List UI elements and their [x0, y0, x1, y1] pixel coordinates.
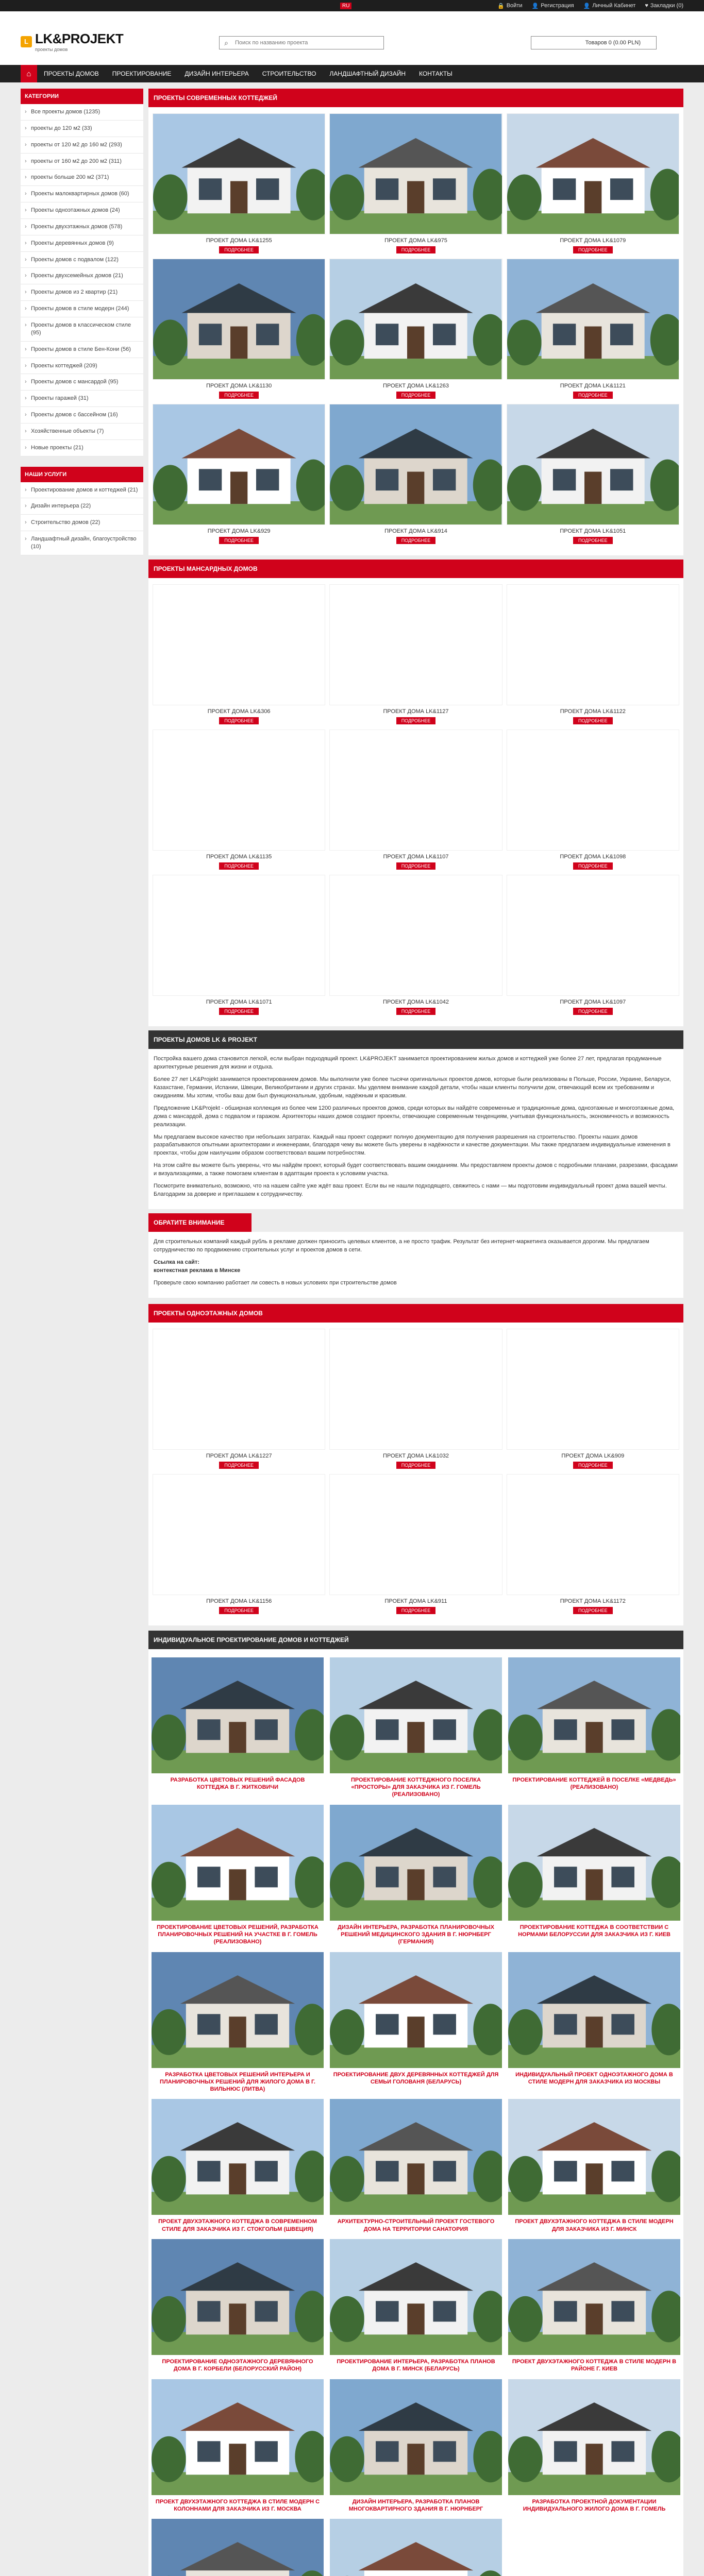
sidebar-category-item[interactable]: › Проекты двухэтажных домов (578) [21, 219, 143, 235]
project-image[interactable] [507, 730, 679, 851]
house-render-image [508, 1805, 680, 1921]
project-image[interactable] [329, 113, 502, 234]
link-label: Ссылка на сайт: [154, 1259, 199, 1265]
individual-project-card[interactable] [505, 1654, 683, 1802]
project-card[interactable] [150, 584, 327, 730]
cart-box[interactable] [531, 36, 657, 49]
details-button[interactable]: ПОДРОБНЕЕ [396, 1607, 436, 1614]
project-title[interactable]: ПРОЕКТ ДОМА LK&1263 [383, 383, 449, 389]
services-list [21, 482, 143, 555]
individual-project-card[interactable] [327, 2376, 505, 2516]
individual-project-caption[interactable]: ПРОЕКТ ДВУХЭТАЖНОГО КОТТЕДЖА В СТИЛЕ МОДЕРН В РАЙОНЕ Г. КИЕВ [512, 2359, 677, 2372]
details-button[interactable]: ПОДРОБНЕЕ [396, 1008, 436, 1015]
house-render-image [152, 2099, 324, 2215]
about-paragraph: На этом сайте вы можете быть уверены, что мы найдём проект, который будет соответствовать вашим ожиданиям. Мы предоставляем проекты домов с подробными планами, разрезами, фасадами и визуализациями, а также помогаем клиентам в адаптации проекта к условиям участка. [154, 1162, 678, 1177]
details-button[interactable]: ПОДРОБНЕЕ [573, 392, 613, 399]
project-card[interactable] [505, 730, 681, 875]
individual-project-caption[interactable]: ПРОЕКТИРОВАНИЕ ДВУХ ДЕРЕВЯННЫХ КОТТЕДЖЕЙ ДЛЯ СЕМЬИ ГОЛОВАНЯ (БЕЛАРУСЬ) [333, 2071, 499, 2085]
individual-project-image[interactable] [330, 1657, 502, 1773]
logo-text: LK&PROJEKT [35, 31, 124, 46]
individual-project-card[interactable] [148, 1949, 327, 2096]
sidebar-category-item[interactable]: › Проекты деревянных домов (9) [21, 235, 143, 252]
house-render-image [153, 259, 325, 380]
sidebar-category-item[interactable]: › Проекты домов в стиле Бен-Кони (56) [21, 342, 143, 358]
individual-project-card[interactable] [327, 1654, 505, 1802]
project-title[interactable]: ПРОЕКТ ДОМА LK&909 [561, 1452, 625, 1459]
house-render-image [330, 2379, 502, 2495]
home-icon[interactable]: ⌂ [21, 65, 37, 82]
individual-project-caption[interactable]: ПРОЕКТИРОВАНИЕ ОДНОЭТАЖНОГО ДЕРЕВЯННОГО ДОМА В Г. КОРБЕЛИ (БЕЛОРУССКИЙ РАЙОН) [162, 2359, 313, 2372]
individual-project-image[interactable] [152, 2099, 324, 2215]
details-button[interactable]: ПОДРОБНЕЕ [396, 717, 436, 724]
sidebar-category-item[interactable]: › Проекты одноэтажных домов (24) [21, 202, 143, 219]
project-image[interactable] [329, 1474, 502, 1595]
project-card[interactable] [327, 875, 504, 1020]
individual-project-caption[interactable]: ПРОЕКТИРОВАНИЕ КОТТЕДЖЕЙ В ПОСЕЛКЕ «МЕДВЕДЬ» (РЕАЛИЗОВАНО) [512, 1776, 676, 1791]
sidebar-category-item[interactable]: › Проекты домов из 2 квартир (21) [21, 284, 143, 301]
individual-project-card[interactable] [148, 2096, 327, 2236]
project-title[interactable]: ПРОЕКТ ДОМА LK&1097 [560, 999, 626, 1005]
project-image[interactable] [153, 404, 325, 525]
house-render-image [330, 1952, 502, 2068]
details-button[interactable]: ПОДРОБНЕЕ [573, 862, 613, 870]
project-title[interactable]: ПРОЕКТ ДОМА LK&1255 [206, 238, 272, 244]
heart-icon: ♥ [645, 3, 648, 9]
header [0, 11, 704, 65]
sidebar-category-item[interactable]: › Проекты гаражей (31) [21, 391, 143, 407]
project-title[interactable]: ПРОЕКТ ДОМА LK&1098 [560, 854, 626, 860]
project-card[interactable] [505, 1329, 681, 1474]
house-render-image [330, 114, 501, 234]
nav-projects[interactable]: ПРОЕКТЫ ДОМОВ [44, 70, 99, 77]
individual-project-grid [148, 1649, 683, 2576]
individual-project-card[interactable] [327, 1802, 505, 1949]
individual-project-image[interactable] [330, 2239, 502, 2355]
house-render-image [507, 404, 679, 525]
sidebar-category-item[interactable]: › Проекты домов в классическом стиле (95) [21, 317, 143, 342]
attention-heading: ОБРАТИТЕ ВНИМАНИЕ [148, 1213, 252, 1232]
project-card[interactable] [505, 875, 681, 1020]
project-card[interactable] [327, 404, 504, 549]
content [148, 89, 683, 2576]
sidebar-category-item[interactable]: › проекты до 120 м2 (33) [21, 121, 143, 137]
cabinet-link[interactable]: 👤 Личный Кабинет [583, 3, 636, 9]
project-image[interactable] [507, 875, 679, 996]
project-card[interactable] [327, 113, 504, 259]
sidebar-category-item[interactable]: › Проекты домов в стиле модерн (244) [21, 301, 143, 317]
details-button[interactable]: ПОДРОБНЕЕ [396, 537, 436, 544]
house-render-image [152, 2519, 324, 2576]
language-switch[interactable]: RU [340, 3, 351, 9]
project-title[interactable]: ПРОЕКТ ДОМА LK&1135 [206, 854, 272, 860]
individual-project-caption[interactable]: ДИЗАЙН ИНТЕРЬЕРА, РАЗРАБОТКА ПЛАНИРОВОЧНЫХ РЕШЕНИЙ МЕДИЦИНСКОГО ЗДАНИЯ В Г. НЮРНБЕРГ (ГЕРМАНИЯ) [338, 1924, 494, 1945]
project-title[interactable]: ПРОЕКТ ДОМА LK&1079 [560, 238, 626, 244]
individual-project-card[interactable] [327, 2096, 505, 2236]
top-bar [0, 0, 704, 11]
details-button[interactable]: ПОДРОБНЕЕ [219, 1008, 259, 1015]
details-button[interactable]: ПОДРОБНЕЕ [573, 246, 613, 253]
details-button[interactable]: ПОДРОБНЕЕ [219, 392, 259, 399]
individual-project-image[interactable] [330, 2519, 502, 2576]
sidebar-category-item[interactable]: › проекты от 120 м2 до 160 м2 (293) [21, 137, 143, 154]
modern-project-grid [148, 107, 683, 555]
individual-heading: ИНДИВИДУАЛЬНОЕ ПРОЕКТИРОВАНИЕ ДОМОВ И КОТТЕДЖЕЙ [148, 1631, 683, 1649]
individual-project-caption[interactable]: ПРОЕКТ ДВУХЭТАЖНОГО КОТТЕДЖА В СТИЛЕ МОДЕРН С КОЛОННАМИ ДЛЯ ЗАКАЗЧИКА ИЗ Г. МОСКВА [155, 2498, 320, 2512]
project-title[interactable]: ПРОЕКТ ДОМА LK&1121 [560, 383, 626, 389]
project-title[interactable]: ПРОЕКТ ДОМА LK&1156 [206, 1598, 272, 1604]
individual-project-caption[interactable]: ПРОЕКТИРОВАНИЕ ЦВЕТОВЫХ РЕШЕНИЙ, РАЗРАБОТКА ПЛАНИРОВОЧНЫХ РЕШЕНИЙ НА УЧАСТКЕ В Г. ГОМЕЛЬ (РЕАЛИЗОВАНО) [157, 1924, 319, 1945]
category-list [21, 104, 143, 456]
attention-text [148, 1232, 683, 1298]
sidebar-category-item[interactable]: › Новые проекты (21) [21, 440, 143, 456]
project-card[interactable] [150, 404, 327, 549]
sidebar [21, 89, 143, 555]
individual-project-image[interactable] [152, 2239, 324, 2355]
sidebar-service-item[interactable]: › Ландшафтный дизайн, благоустройство (10) [21, 531, 143, 555]
sidebar-category-item[interactable]: › Проекты малоквартирных домов (60) [21, 186, 143, 202]
individual-project-caption[interactable]: ПРОЕКТИРОВАНИЕ ИНТЕРЬЕРА, РАЗРАБОТКА ПЛАНОВ ДОМА В Г. МИНСК (БЕЛАРУСЬ) [337, 2359, 495, 2372]
sidebar-service-item[interactable]: › Проектирование домов и коттеджей (21) [21, 482, 143, 499]
categories-heading: КАТЕГОРИИ [21, 89, 143, 104]
project-card[interactable] [150, 730, 327, 875]
project-image[interactable] [507, 404, 679, 525]
project-title[interactable]: ПРОЕКТ ДОМА LK&1042 [383, 999, 449, 1005]
sidebar-category-item[interactable]: › Проекты домов с подвалом (122) [21, 252, 143, 268]
individual-project-card[interactable] [148, 1802, 327, 1949]
individual-project-card[interactable] [327, 1949, 505, 2096]
project-image[interactable] [153, 584, 325, 705]
details-button[interactable]: ПОДРОБНЕЕ [573, 1607, 613, 1614]
project-image[interactable] [507, 584, 679, 705]
project-title[interactable]: ПРОЕКТ ДОМА LK&929 [207, 528, 271, 534]
house-render-image [152, 1805, 324, 1921]
house-render-image [508, 1952, 680, 2068]
sidebar-service-item[interactable]: › Строительство домов (22) [21, 515, 143, 531]
individual-project-card[interactable] [327, 2516, 505, 2576]
about-paragraph: Более 27 лет LK&Projekt занимается проектированием домов. Мы выполнили уже более тысячи оригинальных проектов домов, которые были реализованы в Польше, России, Украине, Беларуси, Казахстане, Германии, Испании, Швеции, Великобритании и других странах. Мы уделяем внимание каждой детали, чтобы наши клиенты получили дом, отвечающий всем их требованиям и ожиданиям. Мы хотим, чтобы ваш дом был функциональным, удобным, надёжным и красивым. [154, 1076, 671, 1099]
nav-construction[interactable]: СТРОИТЕЛЬСТВО [262, 70, 316, 77]
project-card[interactable] [505, 113, 681, 259]
nav-contacts[interactable]: КОНТАКТЫ [419, 70, 452, 77]
mansard-project-grid [148, 578, 683, 1026]
project-image[interactable] [329, 259, 502, 380]
attention-footer: Проверьте свою компанию работает ли совесть в новых условиях при строительстве домов [154, 1279, 397, 1286]
details-button[interactable]: ПОДРОБНЕЕ [573, 1008, 613, 1015]
house-render-image [152, 2239, 324, 2355]
project-title[interactable]: ПРОЕКТ ДОМА LK&1051 [560, 528, 626, 534]
individual-project-caption[interactable]: РАЗРАБОТКА ЦВЕТОВЫХ РЕШЕНИЙ ФАСАДОВ КОТТЕДЖА В Г. ЖИТКОВИЧИ [170, 1776, 305, 1791]
project-title[interactable]: ПРОЕКТ ДОМА LK&306 [207, 708, 271, 715]
individual-project-card[interactable] [505, 1949, 683, 2096]
individual-project-image[interactable] [508, 2379, 680, 2495]
project-image[interactable] [507, 259, 679, 380]
project-card[interactable] [150, 1329, 327, 1474]
house-render-image [508, 2239, 680, 2355]
sidebar-category-item[interactable]: › Все проекты домов (1235) [21, 104, 143, 121]
project-card[interactable] [505, 404, 681, 549]
individual-project-card[interactable] [148, 1654, 327, 1802]
project-image[interactable] [507, 1329, 679, 1450]
onestory-project-grid [148, 1323, 683, 1625]
project-image[interactable] [153, 259, 325, 380]
project-image[interactable] [507, 1474, 679, 1595]
individual-project-caption[interactable]: ПРОЕКТИРОВАНИЕ КОТТЕДЖНОГО ПОСЕЛКА «ПРОСТОРЫ» ДЛЯ ЗАКАЗЧИКА ИЗ Г. ГОМЕЛЬ (РЕАЛИЗОВАНО) [350, 1776, 481, 1798]
mansard-section-heading: ПРОЕКТЫ МАНСАРДНЫХ ДОМОВ [148, 560, 683, 578]
individual-project-card[interactable] [505, 1802, 683, 1949]
services-heading: НАШИ УСЛУГИ [21, 467, 143, 482]
project-card[interactable] [150, 1474, 327, 1619]
about-paragraph: Мы предлагаем высокое качество при небольших затратах. Каждый наш проект содержит полную документацию для получения разрешения на строительство. Проекты наших домов разрабатываются опытными архитекторами и инженерами, благодаря чему вы можете быть уверены в надёжности и качестве документации. Мы также предлагаем индивидуальные изменения в проектах, чтобы дом наилучшим образом соответствовал вашим потребностям. [154, 1133, 671, 1157]
individual-project-image[interactable] [508, 2239, 680, 2355]
project-image[interactable] [153, 875, 325, 996]
site-logo[interactable] [21, 31, 123, 52]
project-image[interactable] [153, 1474, 325, 1595]
house-render-image [507, 259, 679, 380]
individual-project-card[interactable] [505, 2096, 683, 2236]
individual-project-image[interactable] [152, 1952, 324, 2068]
search-input[interactable] [233, 37, 383, 49]
house-render-image [152, 1952, 324, 2068]
individual-project-card[interactable] [327, 2236, 505, 2376]
sidebar-category-item[interactable]: › Проекты коттеджей (209) [21, 358, 143, 375]
main-nav [0, 65, 704, 82]
search-box [219, 36, 384, 49]
project-card[interactable] [150, 113, 327, 259]
nav-interior[interactable]: ДИЗАЙН ИНТЕРЬЕРА [185, 70, 249, 77]
about-text [148, 1049, 683, 1209]
about-heading: ПРОЕКТЫ ДОМОВ LK & PROJEKT [148, 1030, 683, 1049]
register-link[interactable]: 👤 Регистрация [531, 3, 574, 9]
individual-project-caption[interactable]: ПРОЕКТ ДВУХЭТАЖНОГО КОТТЕДЖА В СТИЛЕ МОДЕРН ДЛЯ ЗАКАЗЧИКА ИЗ Г. МИНСК [515, 2218, 674, 2232]
login-link[interactable]: 🔒 Войти [497, 3, 523, 9]
individual-project-image[interactable] [508, 2099, 680, 2215]
project-image[interactable] [329, 730, 502, 851]
individual-project-card[interactable] [148, 2376, 327, 2516]
about-paragraph: Постройка вашего дома становится легкой, если выбран подходящий проект. LK&PROJEKT занимается проектированием жилых домов и коттеджей уже более 27 лет, предлагая продуманные архитектурные решения для жизни и отдыха. [154, 1056, 662, 1070]
main-area [0, 82, 704, 2512]
house-render-image [153, 114, 325, 234]
sidebar-category-item[interactable]: › проекты от 160 м2 до 200 м2 (311) [21, 154, 143, 170]
project-title[interactable]: ПРОЕКТ ДОМА LK&914 [384, 528, 447, 534]
project-title[interactable]: ПРОЕКТ ДОМА LK&1107 [383, 854, 449, 860]
project-card[interactable] [150, 875, 327, 1020]
individual-project-image[interactable] [152, 2379, 324, 2495]
details-button[interactable]: ПОДРОБНЕЕ [219, 862, 259, 870]
house-render-image [152, 2379, 324, 2495]
house-render-image [330, 2239, 502, 2355]
individual-project-image[interactable] [330, 2379, 502, 2495]
individual-project-image[interactable] [508, 1657, 680, 1773]
project-image[interactable] [153, 730, 325, 851]
promo-link[interactable]: контекстная реклама в Минске [154, 1267, 241, 1274]
project-title[interactable]: ПРОЕКТ ДОМА LK&1032 [383, 1452, 449, 1459]
project-card[interactable] [505, 259, 681, 404]
onestory-section-heading: ПРОЕКТЫ ОДНОЭТАЖНЫХ ДОМОВ [148, 1304, 683, 1323]
project-image[interactable] [329, 875, 502, 996]
details-button[interactable]: ПОДРОБНЕЕ [219, 717, 259, 724]
details-button[interactable]: ПОДРОБНЕЕ [396, 862, 436, 870]
project-card[interactable] [505, 584, 681, 730]
details-button[interactable]: ПОДРОБНЕЕ [573, 717, 613, 724]
sidebar-service-item[interactable]: › Дизайн интерьера (22) [21, 498, 143, 515]
individual-project-image[interactable] [330, 2099, 502, 2215]
individual-project-image[interactable] [152, 2519, 324, 2576]
project-title[interactable]: ПРОЕКТ ДОМА LK&1122 [560, 708, 626, 715]
project-image[interactable] [507, 113, 679, 234]
house-render-image [330, 259, 501, 380]
user-icon: 👤 [531, 3, 539, 9]
search-icon[interactable]: ⌕ [224, 38, 228, 47]
modern-section-heading: ПРОЕКТЫ СОВРЕМЕННЫХ КОТТЕДЖЕЙ [148, 89, 683, 107]
about-paragraph: Посмотрите внимательно, возможно, что на нашем сайте уже ждёт ваш проект. Если вы не нашли подходящего, свяжитесь с нами — мы подготовим индивидуальный проект дома вашей мечты. Благодарим за доверие и приглашаем к сотрудничеству. [154, 1183, 667, 1198]
individual-project-card[interactable] [148, 2236, 327, 2376]
project-image[interactable] [329, 404, 502, 525]
sidebar-category-item[interactable]: › Хозяйственные объекты (7) [21, 423, 143, 440]
project-card[interactable] [327, 584, 504, 730]
individual-project-image[interactable] [152, 1657, 324, 1773]
individual-project-caption[interactable]: РАЗРАБОТКА ЦВЕТОВЫХ РЕШЕНИЙ ИНТЕРЬЕРА И ПЛАНИРОВОЧНЫХ РЕШЕНИЙ ДЛЯ ЖИЛОГО ДОМА В Г. ВИЛЬНЮС (ЛИТВА) [160, 2071, 315, 2093]
details-button[interactable]: ПОДРОБНЕЕ [396, 392, 436, 399]
project-card[interactable] [327, 259, 504, 404]
individual-project-card[interactable] [148, 2516, 327, 2576]
individual-project-caption[interactable]: ДИЗАЙН ИНТЕРЬЕРА, РАЗРАБОТКА ПЛАНОВ МНОГОКВАРТИРНОГО ЗДАНИЯ В Г. НЮРНБЕРГ [348, 2498, 483, 2512]
individual-project-image[interactable] [330, 1805, 502, 1921]
sidebar-category-item[interactable]: › Проекты домов с мансардой (95) [21, 374, 143, 391]
lock-icon: 🔒 [497, 3, 505, 9]
project-title[interactable]: ПРОЕКТ ДОМА LK&1130 [206, 383, 272, 389]
details-button[interactable]: ПОДРОБНЕЕ [219, 1607, 259, 1614]
project-card[interactable] [327, 1474, 504, 1619]
individual-project-card[interactable] [505, 2236, 683, 2376]
project-image[interactable] [153, 113, 325, 234]
project-image[interactable] [329, 584, 502, 705]
favorites-link[interactable]: ♥ Закладки (0) [645, 3, 683, 9]
house-render-image [152, 1657, 324, 1773]
house-render-image [507, 114, 679, 234]
house-render-image [330, 2519, 502, 2576]
details-button[interactable]: ПОДРОБНЕЕ [396, 1462, 436, 1469]
individual-project-caption[interactable]: АРХИТЕКТУРНО-СТРОИТЕЛЬНЫЙ ПРОЕКТ ГОСТЕВОГО ДОМА НА ТЕРРИТОРИИ САНАТОРИЯ [337, 2218, 495, 2232]
details-button[interactable]: ПОДРОБНЕЕ [573, 537, 613, 544]
details-button[interactable]: ПОДРОБНЕЕ [219, 1462, 259, 1469]
individual-project-caption[interactable]: РАЗРАБОТКА ПРОЕКТНОЙ ДОКУМЕНТАЦИИ ИНДИВИДУАЛЬНОГО ЖИЛОГО ДОМА В Г. ГОМЕЛЬ [523, 2498, 666, 2512]
house-render-image [330, 404, 501, 525]
project-image[interactable] [153, 1329, 325, 1450]
logo-subtitle: проекты домов [35, 47, 68, 52]
project-title[interactable]: ПРОЕКТ ДОМА LK&1227 [206, 1452, 272, 1459]
individual-project-card[interactable] [505, 2376, 683, 2516]
cart-label: Товаров 0 (0.00 PLN) [585, 40, 641, 46]
details-button[interactable]: ПОДРОБНЕЕ [219, 246, 259, 253]
house-render-image [330, 1805, 502, 1921]
house-render-image [330, 2099, 502, 2215]
sidebar-category-item[interactable]: › Проекты домов с бассейном (16) [21, 407, 143, 423]
attention-paragraph: Для строительных компаний каждый рубль в рекламе должен приносить целевых клиентов, а не просто трафик. Результат без интернет-маркетинга оказывается дорогим. Мы предлагаем сотрудничество по продвижению строительных услуг и проектов домов в сети. [154, 1239, 649, 1253]
sidebar-category-item[interactable]: › Проекты двухсемейных домов (21) [21, 268, 143, 284]
project-title[interactable]: ПРОЕКТ ДОМА LK&1127 [383, 708, 449, 715]
nav-landscape[interactable]: ЛАНДШАФТНЫЙ ДИЗАЙН [329, 70, 406, 77]
house-render-image [153, 404, 325, 525]
details-button[interactable]: ПОДРОБНЕЕ [396, 246, 436, 253]
logo-mark: L [21, 36, 32, 47]
project-card[interactable] [327, 730, 504, 875]
project-title[interactable]: ПРОЕКТ ДОМА LK&911 [384, 1598, 447, 1604]
nav-design[interactable]: ПРОЕКТИРОВАНИЕ [112, 70, 172, 77]
individual-project-caption[interactable]: ИНДИВИДУАЛЬНЫЙ ПРОЕКТ ОДНОЭТАЖНОГО ДОМА В СТИЛЕ МОДЕРН ДЛЯ ЗАКАЗЧИКА ИЗ МОСКВЫ [515, 2071, 673, 2085]
about-paragraph: Предложение LK&Projekt - обширная коллекция из более чем 1200 различных проектов домов, среди которых вы найдёте современные и традиционные дома, одноэтажные и многоэтажные дома, дома с мансардой, дома с подвалом и гаражом. Архитекторы наших домов создают проекты, отвечающие современным тенденциям, учитывая функциональность, экономичность и возможность реализации. [154, 1105, 675, 1128]
project-card[interactable] [150, 259, 327, 404]
individual-project-caption[interactable]: ПРОЕКТ ДВУХЭТАЖНОГО КОТТЕДЖА В СОВРЕМЕННОМ СТИЛЕ ДЛЯ ЗАКАЗЧИКА ИЗ Г. СТОКГОЛЬМ (ШВЕЦИЯ) [158, 2218, 317, 2232]
individual-project-image[interactable] [508, 1805, 680, 1921]
house-render-image [508, 2099, 680, 2215]
individual-project-image[interactable] [508, 1952, 680, 2068]
house-render-image [508, 1657, 680, 1773]
account-icon: 👤 [583, 3, 591, 9]
project-title[interactable]: ПРОЕКТ ДОМА LK&975 [384, 238, 447, 244]
project-card[interactable] [327, 1329, 504, 1474]
sidebar-category-item[interactable]: › проекты больше 200 м2 (371) [21, 170, 143, 186]
details-button[interactable]: ПОДРОБНЕЕ [219, 537, 259, 544]
individual-project-caption[interactable]: ПРОЕКТИРОВАНИЕ КОТТЕДЖА В СООТВЕТСТВИИ С НОРМАМИ БЕЛОРУССИИ ДЛЯ ЗАКАЗЧИКА ИЗ Г. КИЕВ [518, 1924, 671, 1938]
individual-project-image[interactable] [152, 1805, 324, 1921]
individual-project-image[interactable] [330, 1952, 502, 2068]
project-title[interactable]: ПРОЕКТ ДОМА LK&1172 [560, 1598, 626, 1604]
project-image[interactable] [329, 1329, 502, 1450]
project-title[interactable]: ПРОЕКТ ДОМА LK&1071 [206, 999, 272, 1005]
house-render-image [330, 1657, 502, 1773]
project-card[interactable] [505, 1474, 681, 1619]
details-button[interactable]: ПОДРОБНЕЕ [573, 1462, 613, 1469]
house-render-image [508, 2379, 680, 2495]
